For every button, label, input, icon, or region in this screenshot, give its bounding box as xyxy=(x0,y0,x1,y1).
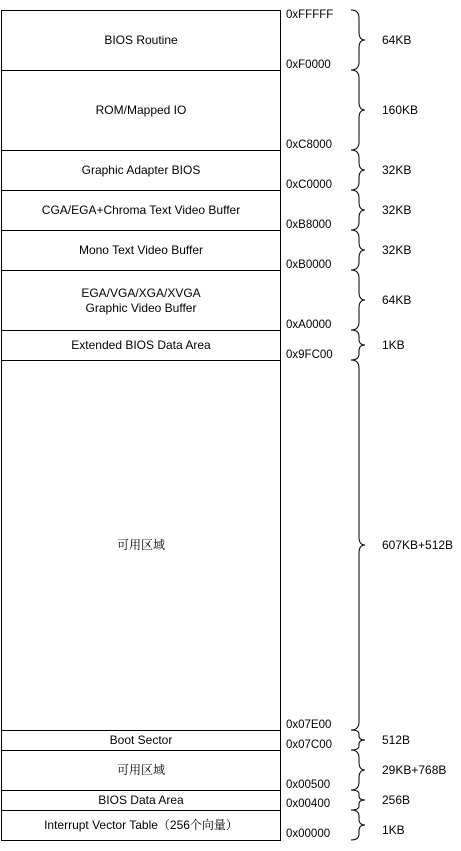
size-label: 160KB xyxy=(382,103,419,117)
brace-available-upper xyxy=(351,360,365,730)
region-bios-data-area: BIOS Data Area xyxy=(1,790,281,811)
brace-graphic-adapter-bios xyxy=(351,150,365,190)
region-graphic-adapter-bios: Graphic Adapter BIOS xyxy=(1,150,281,191)
address-label: 0x00400 xyxy=(286,798,331,810)
address-label: 0x07C00 xyxy=(286,739,333,751)
address-label: 0x07E00 xyxy=(286,719,332,731)
size-label: 1KB xyxy=(382,823,405,837)
size-label: 64KB xyxy=(382,33,412,47)
region-mono-text-video-buffer: Mono Text Video Buffer xyxy=(1,230,281,271)
address-label: 0xC0000 xyxy=(286,179,333,191)
region-available-upper: 可用区域 xyxy=(1,360,281,731)
size-label: 256B xyxy=(382,793,411,807)
brace-available-lower xyxy=(351,750,365,790)
region-cga-ega-text-video-buffer: CGA/EGA+Chroma Text Video Buffer xyxy=(1,190,281,231)
address-label: 0x00000 xyxy=(286,828,331,840)
region-extended-bios-data-area: Extended BIOS Data Area xyxy=(1,330,281,361)
brace-graphic-video-buffer xyxy=(351,270,365,330)
region-available-lower: 可用区域 xyxy=(1,750,281,791)
region-bios-routine: BIOS Routine xyxy=(1,10,281,71)
brace-cga-ega-text-video-buffer xyxy=(351,190,365,230)
address-label: 0xFFFFF xyxy=(286,9,334,21)
brace-bios-routine xyxy=(351,10,365,70)
address-label: 0xB0000 xyxy=(286,259,332,271)
brace-mono-text-video-buffer xyxy=(351,230,365,270)
region-graphic-video-buffer: EGA/VGA/XGA/XVGA Graphic Video Buffer xyxy=(1,270,281,331)
size-label: 64KB xyxy=(382,293,412,307)
size-label: 32KB xyxy=(382,163,412,177)
brace-interrupt-vector-table xyxy=(351,810,365,840)
size-label: 29KB+768B xyxy=(382,763,447,777)
size-label: 32KB xyxy=(382,203,412,217)
region-interrupt-vector-table: Interrupt Vector Table（256个向量） xyxy=(1,810,281,841)
brace-bios-data-area xyxy=(351,790,365,810)
size-label: 512B xyxy=(382,733,411,747)
size-label: 1KB xyxy=(382,338,405,352)
brace-rom-mapped-io xyxy=(351,70,365,150)
address-label: 0xC8000 xyxy=(286,139,333,151)
region-boot-sector: Boot Sector xyxy=(1,730,281,751)
region-rom-mapped-io: ROM/Mapped IO xyxy=(1,70,281,151)
address-label: 0xB8000 xyxy=(286,219,332,231)
address-label: 0xA0000 xyxy=(286,319,332,331)
size-label: 32KB xyxy=(382,243,412,257)
size-label: 607KB+512B xyxy=(382,538,454,552)
address-label: 0x9FC00 xyxy=(286,349,333,361)
brace-extended-bios-data-area xyxy=(351,330,365,360)
address-label: 0x00500 xyxy=(286,779,331,791)
brace-boot-sector xyxy=(351,730,365,750)
address-label: 0xF0000 xyxy=(286,59,331,71)
